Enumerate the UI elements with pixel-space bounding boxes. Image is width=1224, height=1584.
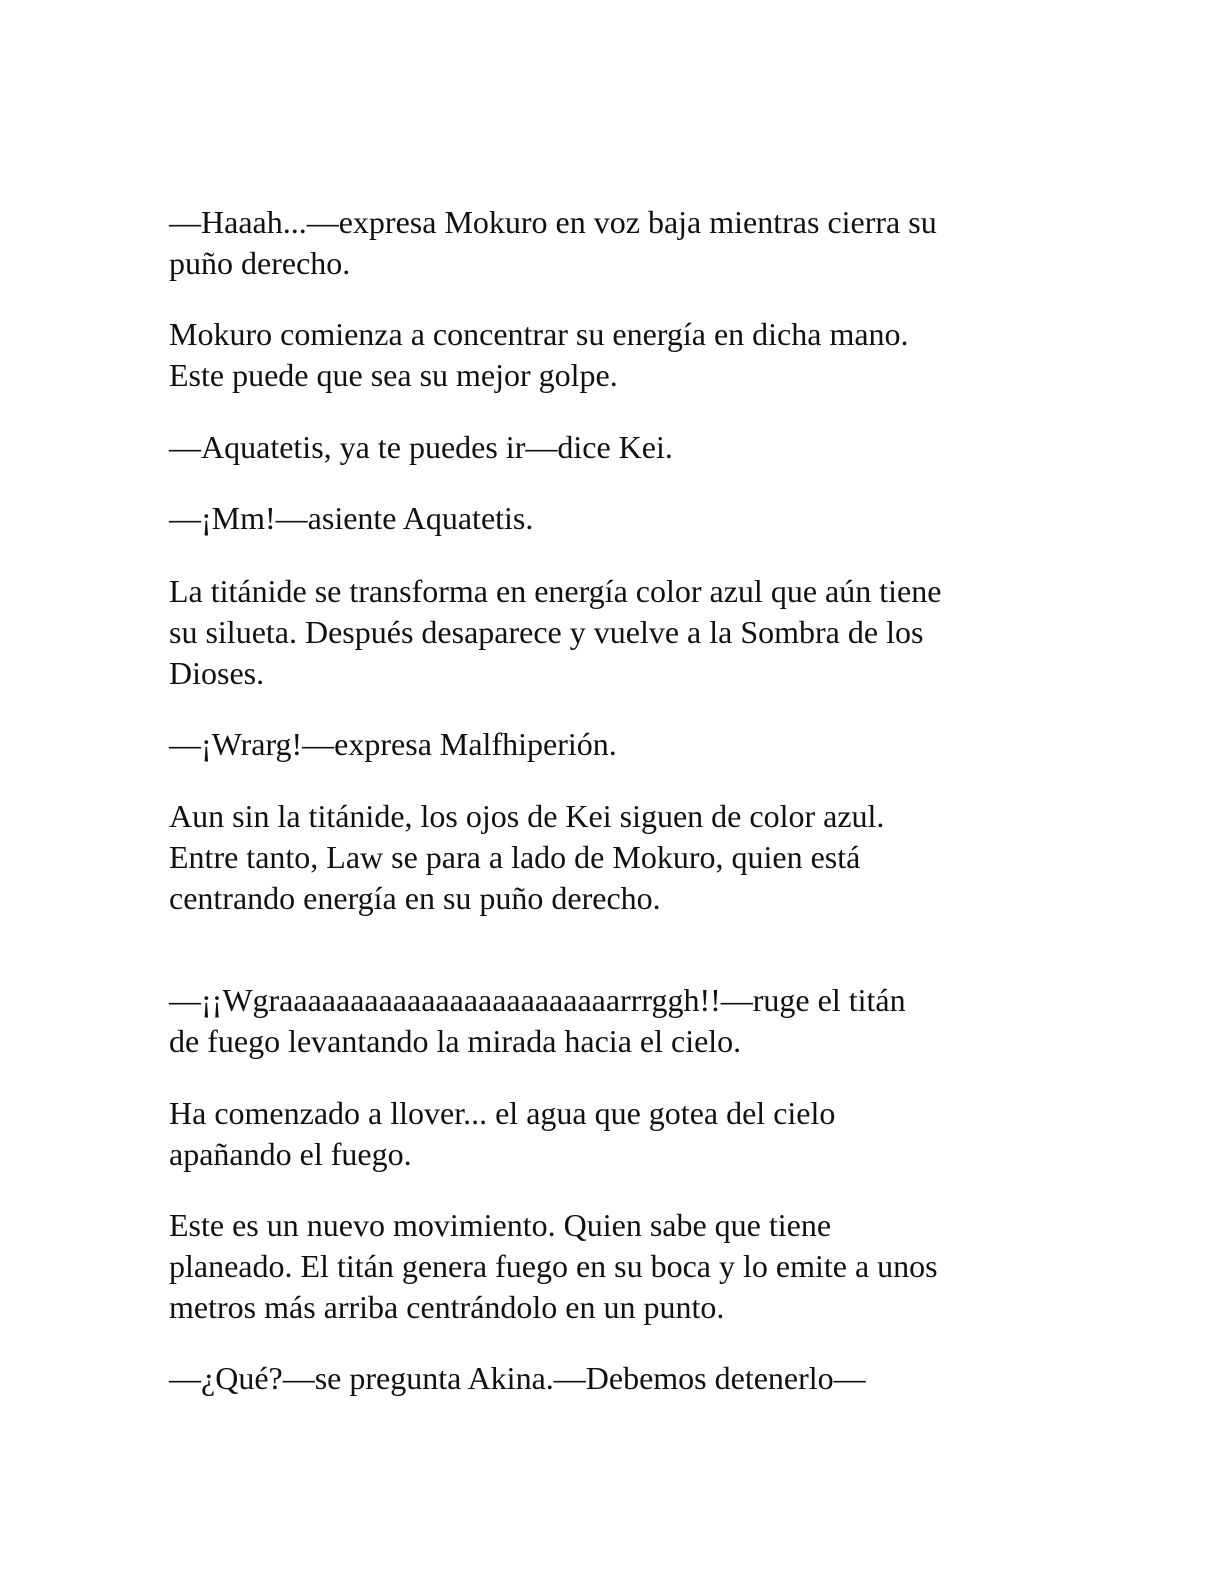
paragraph-8: —¡¡Wgraaaaaaaaaaaaaaaaaaaaaaaarrrggh!!—ruge el titán de fuego levantando la mirada hacia el cielo. [169,982,906,1059]
paragraph-3: —Aquatetis, ya te puedes ir—dice Kei. [169,429,673,465]
paragraph-9: Ha comenzado a llover... el agua que gotea del cielo apañando el fuego. [169,1095,836,1172]
paragraph-2: Mokuro comienza a concentrar su energía en dicha mano. Este puede que sea su mejor golpe. [169,316,909,393]
paragraph-4: —¡Mm!—asiente Aquatetis. [169,500,534,536]
paragraph-6: —¡Wrarg!—expresa Malfhiperión. [169,726,617,762]
paragraph-10: Este es un nuevo movimiento. Quien sabe que tiene planeado. El titán genera fuego en su boca y lo emite a unos metros más arriba centrándolo en un punto. [169,1207,938,1325]
paragraph-11: —¿Qué?—se pregunta Akina.—Debemos detenerlo— [169,1360,866,1396]
paragraph-1: —Haaah...—expresa Mokuro en voz baja mientras cierra su puño derecho. [169,204,937,281]
paragraph-5: La titánide se transforma en energía color azul que aún tiene su silueta. Después desaparece y vuelve a la Sombra de los Dioses. [169,573,942,691]
paragraph-7: Aun sin la titánide, los ojos de Kei siguen de color azul. Entre tanto, Law se para a lado de Mokuro, quien está centrando energía en su puño derecho. [169,798,885,916]
